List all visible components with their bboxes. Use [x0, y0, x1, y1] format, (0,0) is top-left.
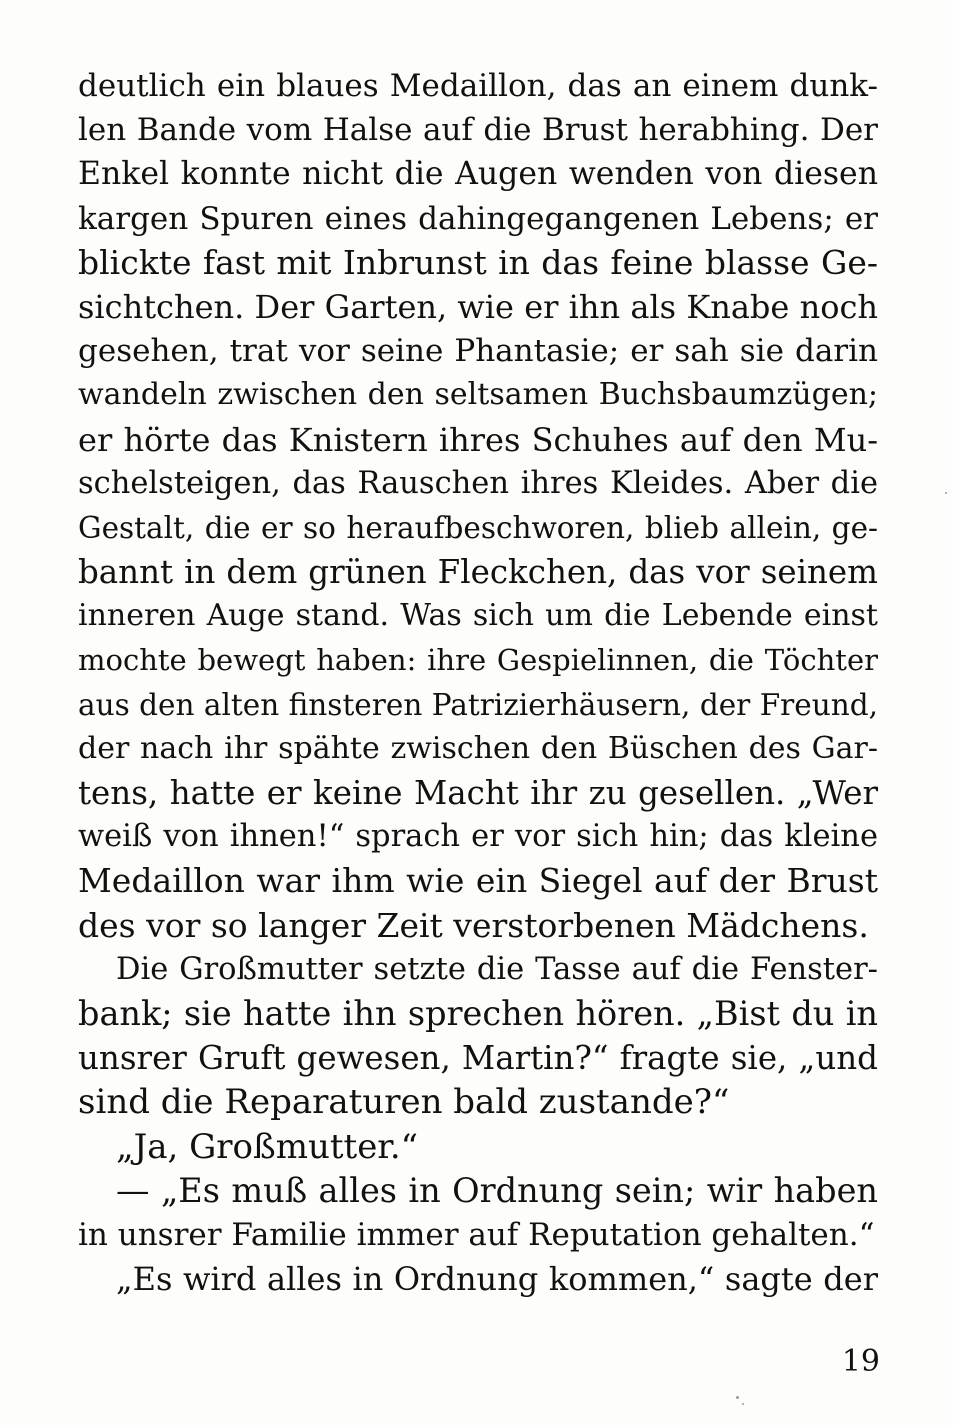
text-line: unsrer Gruft gewesen, Martin?“ fragte sie, „und [78, 1039, 878, 1078]
text-line: Gestalt, die er so heraufbeschworen, blieb allein, ge- [78, 510, 878, 545]
text-line: weiß von ihnen!“ sprach er vor sich hin; das kleine [78, 819, 878, 855]
text-line: des vor so langer Zeit verstorbenen Mädchens. [78, 905, 869, 945]
text-line: aus den alten finsteren Patrizierhäusern, der Freund, [78, 687, 878, 722]
paper-speck [736, 1396, 739, 1399]
text-line: Die Großmutter setzte die Tasse auf die Fenster- [116, 951, 878, 987]
body-text [78, 64, 878, 1301]
text-line: mochte bewegt haben: ihre Gespielinnen, die Töchter [78, 643, 878, 678]
text-line: wandeln zwischen den seltsamen Buchsbaumzügen; [78, 377, 878, 413]
text-line: inneren Auge stand. Was sich um die Lebende einst [78, 598, 878, 634]
text-line: len Bande vom Halse auf die Brust herabhing. Der [78, 112, 878, 149]
text-line: sind die Reparaturen bald zustande?“ [78, 1082, 730, 1123]
text-line: blickte fast mit Inbrunst in das feine blasse Ge- [78, 242, 878, 282]
text-line: kargen Spuren eines dahingegangenen Lebens; er [78, 200, 878, 237]
text-line: „Es wird alles in Ordnung kommen,“ sagte der [116, 1260, 878, 1299]
text-line: Medaillon war ihm wie ein Siegel auf der Brust [78, 861, 878, 901]
text-line: sichtchen. Der Garten, wie er ihn als Knabe noch [78, 287, 878, 326]
paper-speck [945, 492, 947, 494]
text-line: schelsteigen, das Rauschen ihres Kleides. Aber die [78, 465, 878, 501]
text-line: „Ja, Großmutter.“ [116, 1126, 419, 1167]
text-line: tens, hatte er keine Macht ihr zu gesellen. „Wer [78, 774, 878, 812]
text-line: in unsrer Familie immer auf Reputation gehalten.“ [78, 1216, 875, 1253]
page-number: 19 [841, 1344, 880, 1379]
text-line: der nach ihr spähte zwischen den Büschen des Gar- [78, 730, 878, 766]
text-line: deutlich ein blaues Medaillon, das an einem dunk- [78, 68, 878, 104]
text-line: er hörte das Knistern ihres Schuhes auf den Mu- [78, 420, 878, 459]
text-line: bank; sie hatte ihn sprechen hören. „Bist du in [78, 993, 878, 1033]
paper-speck [742, 1403, 744, 1405]
text-line: gesehen, trat vor seine Phantasie; er sah sie darin [78, 333, 878, 370]
text-line: bannt in dem grünen Fleckchen, das vor seinem [78, 553, 878, 592]
text-line: Enkel konnte nicht die Augen wenden von diesen [78, 156, 878, 193]
text-line: — „Es muß alles in Ordnung sein; wir haben [116, 1170, 878, 1210]
